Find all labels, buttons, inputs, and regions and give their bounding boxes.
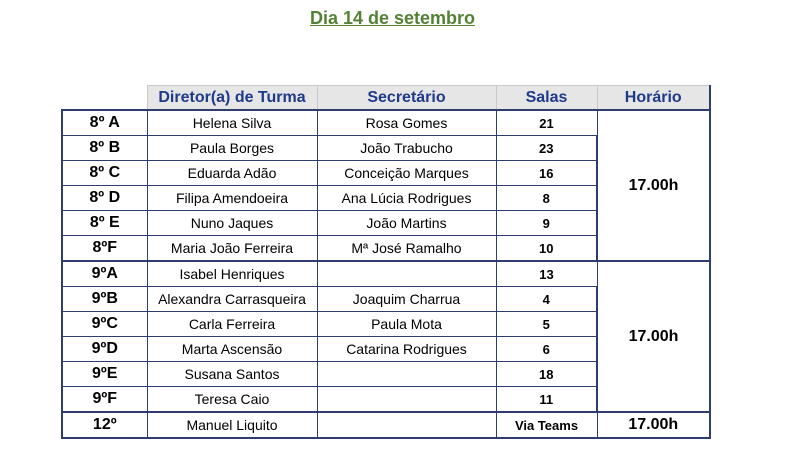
sala-cell: 6 — [496, 337, 597, 362]
sala-cell: 21 — [496, 110, 597, 136]
diretor-cell: Helena Silva — [147, 110, 317, 136]
turma-cell: 9ºC — [62, 312, 147, 337]
diretor-cell: Nuno Jaques — [147, 211, 317, 236]
table-row — [62, 110, 710, 136]
secretario-cell: Mª José Ramalho — [317, 236, 496, 262]
sala-cell: 9 — [496, 211, 597, 236]
diretor-cell: Isabel Henriques — [147, 261, 317, 287]
sala-cell: 23 — [496, 136, 597, 161]
sala-cell: 4 — [496, 287, 597, 312]
turma-cell: 8º C — [62, 161, 147, 186]
secretario-cell: Conceição Marques — [317, 161, 496, 186]
sala-cell: 5 — [496, 312, 597, 337]
header-diretor: Diretor(a) de Turma — [147, 86, 317, 111]
horario-cell: 17.00h — [597, 261, 710, 412]
sala-cell: 13 — [496, 261, 597, 287]
schedule-table — [61, 85, 711, 439]
table-row — [62, 412, 710, 438]
header-row — [62, 86, 710, 111]
secretario-cell: João Trabucho — [317, 136, 496, 161]
secretario-cell: Paula Mota — [317, 312, 496, 337]
turma-cell: 8º A — [62, 110, 147, 136]
sala-cell: 11 — [496, 387, 597, 413]
secretario-cell — [317, 412, 496, 438]
table-row — [62, 261, 710, 287]
diretor-cell: Filipa Amendoeira — [147, 186, 317, 211]
header-horario: Horário — [597, 86, 710, 111]
sala-cell: 10 — [496, 236, 597, 262]
secretario-cell — [317, 261, 496, 287]
turma-cell: 9ºE — [62, 362, 147, 387]
secretario-cell: Catarina Rodrigues — [317, 337, 496, 362]
header-secretario: Secretário — [317, 86, 496, 111]
turma-cell: 8º E — [62, 211, 147, 236]
secretario-cell: Ana Lúcia Rodrigues — [317, 186, 496, 211]
turma-cell: 9ºD — [62, 337, 147, 362]
horario-cell: 17.00h — [597, 110, 710, 261]
diretor-cell: Maria João Ferreira — [147, 236, 317, 262]
diretor-cell: Manuel Liquito — [147, 412, 317, 438]
diretor-cell: Alexandra Carrasqueira — [147, 287, 317, 312]
turma-cell: 8º B — [62, 136, 147, 161]
secretario-cell: João Martins — [317, 211, 496, 236]
turma-cell: 8º D — [62, 186, 147, 211]
sala-cell: 8 — [496, 186, 597, 211]
secretario-cell — [317, 362, 496, 387]
turma-cell: 9ºF — [62, 387, 147, 413]
secretario-cell — [317, 387, 496, 413]
header-salas: Salas — [496, 86, 597, 111]
turma-cell: 8ºF — [62, 236, 147, 262]
diretor-cell: Carla Ferreira — [147, 312, 317, 337]
sala-cell: Via Teams — [496, 412, 597, 438]
page-title: Dia 14 de setembro — [309, 8, 476, 28]
turma-cell: 9ºA — [62, 261, 147, 287]
secretario-cell: Joaquim Charrua — [317, 287, 496, 312]
diretor-cell: Marta Ascensão — [147, 337, 317, 362]
diretor-cell: Susana Santos — [147, 362, 317, 387]
turma-cell: 12º — [62, 412, 147, 438]
sala-cell: 18 — [496, 362, 597, 387]
horario-cell: 17.00h — [597, 412, 710, 438]
sala-cell: 16 — [496, 161, 597, 186]
turma-cell: 9ºB — [62, 287, 147, 312]
diretor-cell: Eduarda Adão — [147, 161, 317, 186]
secretario-cell: Rosa Gomes — [317, 110, 496, 136]
header-turma — [62, 86, 147, 111]
diretor-cell: Paula Borges — [147, 136, 317, 161]
diretor-cell: Teresa Caio — [147, 387, 317, 413]
